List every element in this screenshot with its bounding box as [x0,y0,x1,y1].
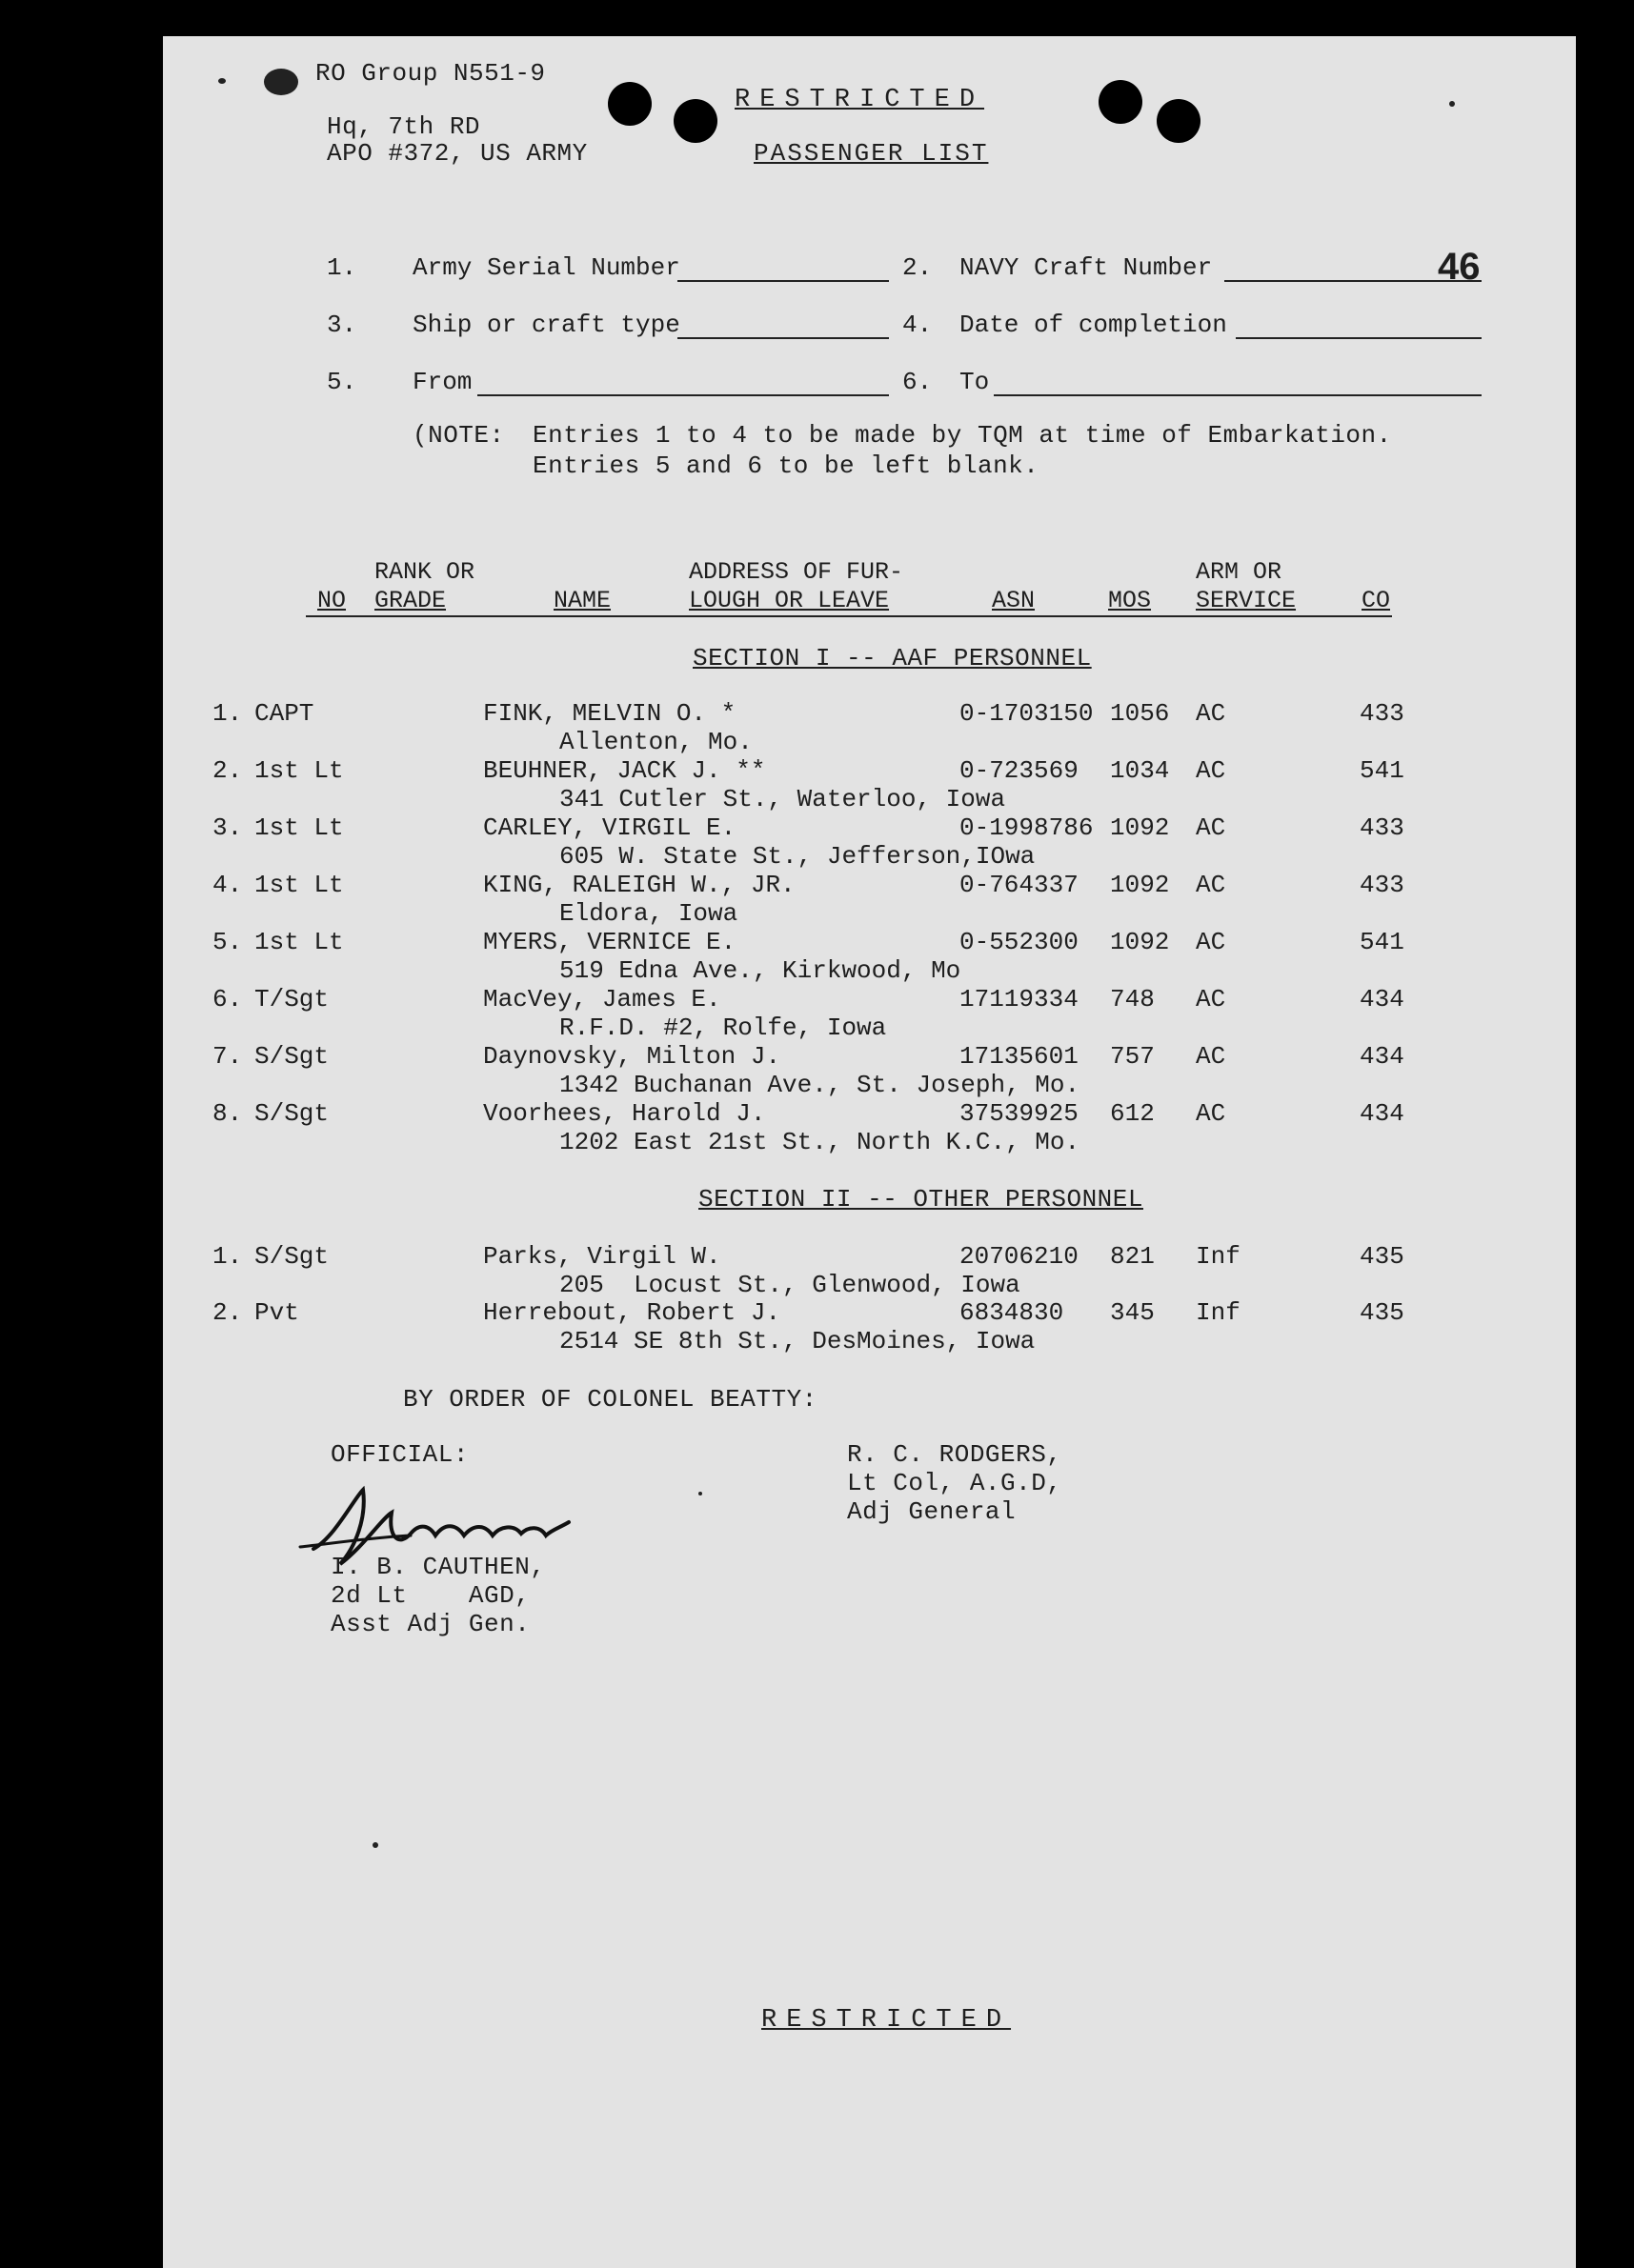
cell-arm: AC [1196,1099,1226,1128]
group-label: RO Group N551-9 [315,59,546,88]
cell-name: MYERS, VERNICE E. [483,928,736,956]
asst-title: Asst Adj Gen. [331,1610,531,1638]
cell-address: 519 Edna Ave., Kirkwood, Mo [559,956,961,985]
cell-name: MacVey, James E. [483,985,721,1014]
cell-mos: 1092 [1110,928,1170,956]
ink-speck [373,1842,378,1848]
cell-mos: 612 [1110,1099,1155,1128]
cell-address: Allenton, Mo. [559,728,753,756]
cell-arm: AC [1196,928,1226,956]
cell-name: Voorhees, Harold J. [483,1099,766,1128]
navy-craft-number-label: NAVY Craft Number [959,253,1213,282]
cell-co: 541 [1360,928,1404,956]
cell-asn: 0-723569 [959,756,1079,785]
cell-co: 434 [1360,1099,1404,1128]
cell-no: 2. [212,756,243,785]
field-number: 3. [327,311,357,339]
cell-asn: 37539925 [959,1099,1079,1128]
column-header-no: NO [317,587,347,614]
cell-rank: 1st Lt [254,928,344,956]
ship-craft-type-field [677,337,889,339]
cell-name: Daynovsky, Milton J. [483,1042,781,1071]
to-label: To [959,368,990,396]
cell-asn: 0-764337 [959,871,1079,899]
date-of-completion-field [1236,337,1482,339]
ink-speck [1449,101,1455,107]
punch-hole [1157,99,1200,143]
cell-address: 1202 East 21st St., North K.C., Mo. [559,1128,1080,1156]
cell-arm: Inf [1196,1242,1241,1271]
column-header-address: ADDRESS OF FUR- LOUGH OR LEAVE [689,558,904,614]
cell-name: CARLEY, VIRGIL E. [483,813,736,842]
column-header-co: CO [1362,587,1391,614]
official-label: OFFICIAL: [331,1440,469,1469]
cell-arm: AC [1196,871,1226,899]
cell-arm: AC [1196,985,1226,1014]
cell-arm: AC [1196,813,1226,842]
field-number: 4. [902,311,933,339]
cell-address: 341 Cutler St., Waterloo, Iowa [559,785,1006,813]
from-field [477,394,889,396]
classification-bottom: RESTRICTED [761,2006,1012,2035]
cell-address: 205 Locust St., Glenwood, Iowa [559,1271,1020,1299]
cell-asn: 20706210 [959,1242,1079,1271]
column-header-arm: ARM OR SERVICE [1196,558,1297,614]
army-serial-number-field [677,280,889,282]
punch-hole [608,82,652,126]
ink-speck [698,1492,702,1495]
cell-name: BEUHNER, JACK J. ** [483,756,766,785]
asst-rank: 2d Lt AGD, [331,1581,531,1610]
cell-rank: 1st Lt [254,871,344,899]
ship-craft-type-label: Ship or craft type [413,311,680,339]
cell-mos: 1092 [1110,871,1170,899]
from-label: From [413,368,473,396]
cell-no: 1. [212,1242,243,1271]
cell-mos: 757 [1110,1042,1155,1071]
date-of-completion-label: Date of completion [959,311,1227,339]
note-label: (NOTE: [413,421,505,450]
cell-co: 433 [1360,699,1404,728]
cell-no: 1. [212,699,243,728]
cell-rank: S/Sgt [254,1242,330,1271]
cell-name: KING, RALEIGH W., JR. [483,871,796,899]
army-serial-number-label: Army Serial Number [413,253,680,282]
signer-rank: Lt Col, A.G.D, [847,1469,1062,1497]
cell-co: 541 [1360,756,1404,785]
cell-asn: 0-1998786 [959,813,1094,842]
cell-asn: 17135601 [959,1042,1079,1071]
cell-co: 435 [1360,1298,1404,1327]
ink-speck [218,78,226,84]
classification-top: RESTRICTED [735,86,985,114]
column-header-name: NAME [554,587,612,614]
navy-craft-number-field [1224,280,1482,282]
cell-arm: Inf [1196,1298,1241,1327]
cell-co: 434 [1360,1042,1404,1071]
apo-label: APO #372, US ARMY [327,139,588,168]
header-rule [306,615,1392,617]
cell-no: 5. [212,928,243,956]
note-line: Entries 5 and 6 to be left blank. [533,452,1039,480]
cell-name: FINK, MELVIN O. * [483,699,736,728]
cell-mos: 748 [1110,985,1155,1014]
cell-mos: 821 [1110,1242,1155,1271]
cell-address: Eldora, Iowa [559,899,738,928]
cell-co: 434 [1360,985,1404,1014]
asst-name: I. B. CAUTHEN, [331,1553,546,1581]
cell-rank: S/Sgt [254,1099,330,1128]
note-line: Entries 1 to 4 to be made by TQM at time of Embarkation. [533,421,1392,450]
cell-rank: CAPT [254,699,314,728]
cell-asn: 17119334 [959,985,1079,1014]
cell-asn: 0-552300 [959,928,1079,956]
punch-hole [1099,80,1142,124]
cell-mos: 345 [1110,1298,1155,1327]
cell-name: Herrebout, Robert J. [483,1298,781,1327]
cell-address: 2514 SE 8th St., DesMoines, Iowa [559,1327,1036,1355]
cell-no: 6. [212,985,243,1014]
section-2-title: SECTION II -- OTHER PERSONNEL [698,1185,1143,1214]
cell-address: 605 W. State St., Jefferson,IOwa [559,842,1036,871]
cell-rank: T/Sgt [254,985,330,1014]
field-number: 2. [902,253,933,282]
cell-co: 435 [1360,1242,1404,1271]
cell-rank: S/Sgt [254,1042,330,1071]
cell-address: 1342 Buchanan Ave., St. Joseph, Mo. [559,1071,1080,1099]
column-header-mos: MOS [1108,587,1152,614]
cell-name: Parks, Virgil W. [483,1242,721,1271]
cell-arm: AC [1196,699,1226,728]
field-number: 1. [327,253,357,282]
cell-rank: 1st Lt [254,813,344,842]
cell-arm: AC [1196,1042,1226,1071]
column-header-asn: ASN [992,587,1036,614]
cell-no: 4. [212,871,243,899]
page-number: 46 [1438,246,1481,288]
cell-arm: AC [1196,756,1226,785]
cell-mos: 1056 [1110,699,1170,728]
cell-no: 3. [212,813,243,842]
document-title: PASSENGER LIST [754,139,989,168]
cell-address: R.F.D. #2, Rolfe, Iowa [559,1014,887,1042]
cell-no: 7. [212,1042,243,1071]
unit-label: Hq, 7th RD [327,112,481,141]
signer-title: Adj General [847,1497,1017,1526]
punch-hole [674,99,717,143]
by-order-line: BY ORDER OF COLONEL BEATTY: [403,1385,817,1414]
cell-no: 8. [212,1099,243,1128]
cell-asn: 6834830 [959,1298,1064,1327]
cell-co: 433 [1360,871,1404,899]
cell-no: 2. [212,1298,243,1327]
cell-rank: 1st Lt [254,756,344,785]
ink-speck [264,69,298,95]
section-1-title: SECTION I -- AAF PERSONNEL [693,644,1092,672]
cell-co: 433 [1360,813,1404,842]
signer-name: R. C. RODGERS, [847,1440,1062,1469]
to-field [994,394,1482,396]
field-number: 6. [902,368,933,396]
cell-rank: Pvt [254,1298,299,1327]
document-page [163,36,1576,2268]
cell-asn: 0-1703150 [959,699,1094,728]
field-number: 5. [327,368,357,396]
column-header-rank: RANK OR GRADE [374,558,475,614]
cell-mos: 1092 [1110,813,1170,842]
cell-mos: 1034 [1110,756,1170,785]
